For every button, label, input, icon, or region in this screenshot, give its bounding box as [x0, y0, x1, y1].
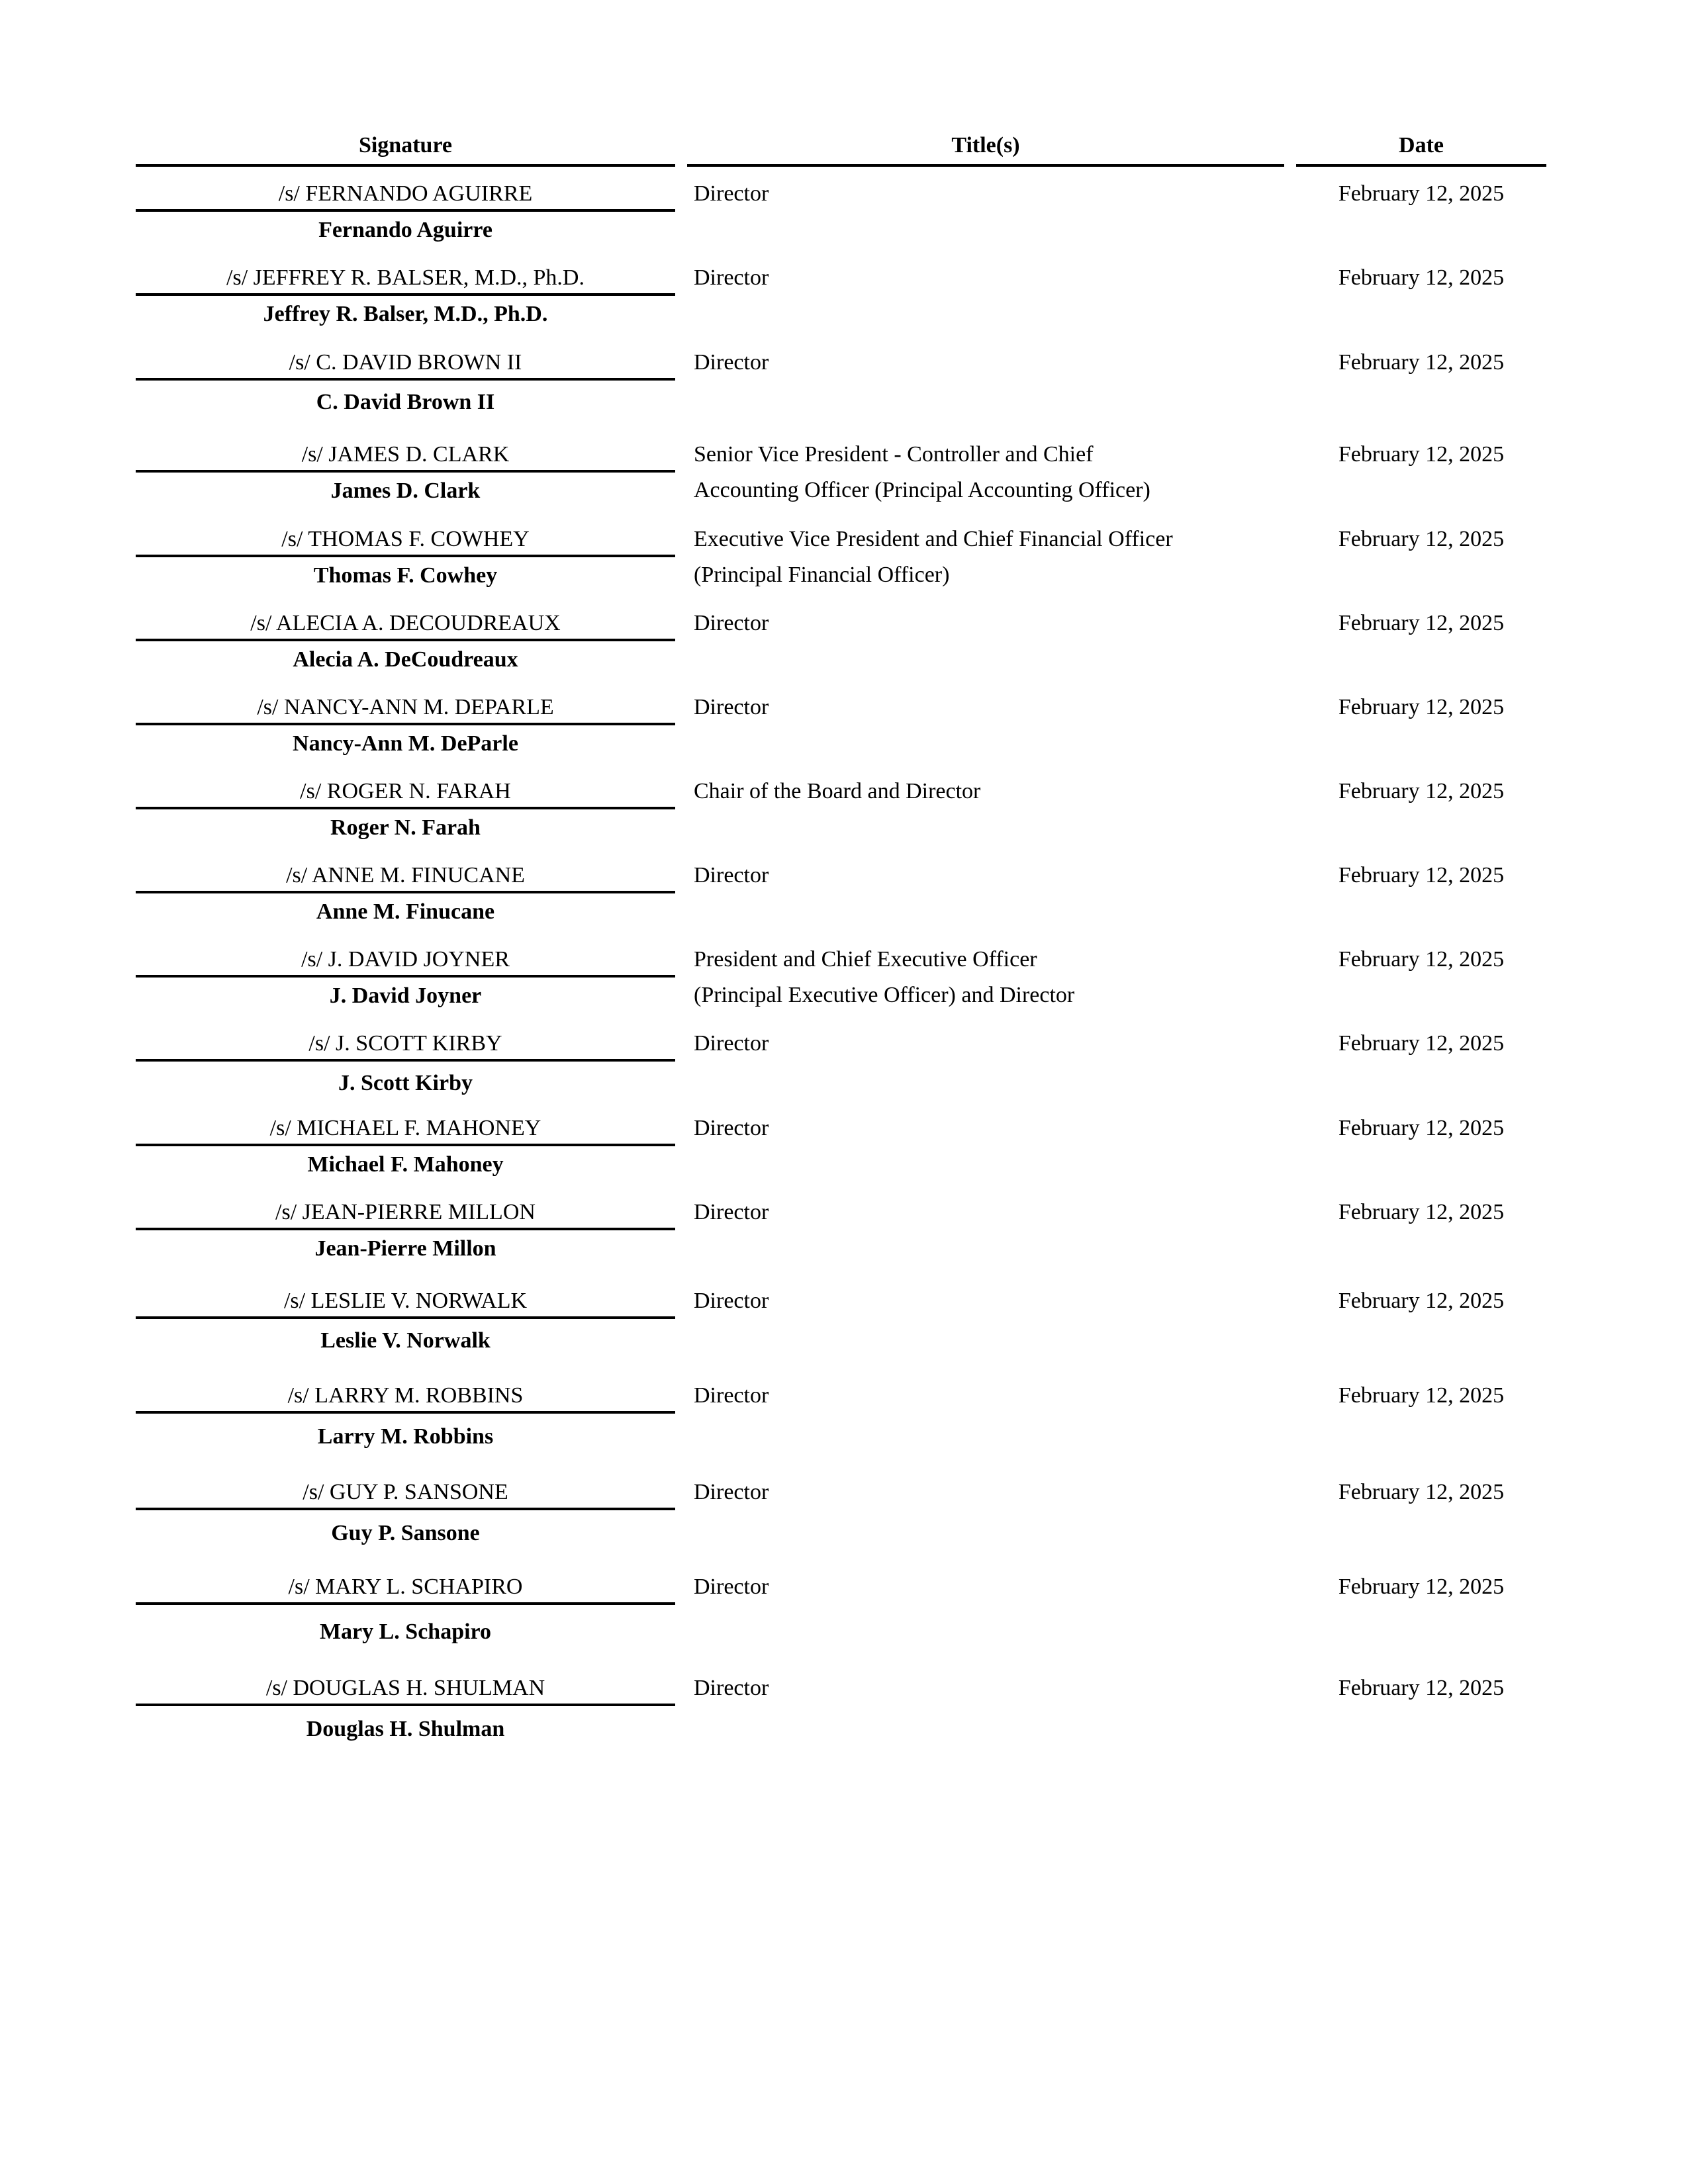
- signature-line: /s/ ROGER N. FARAH: [136, 776, 675, 809]
- signature-date: February 12, 2025: [1338, 1289, 1505, 1313]
- signature-line: /s/ MARY L. SCHAPIRO: [136, 1572, 675, 1605]
- signature-date: February 12, 2025: [1338, 1383, 1505, 1408]
- signer-title: Director: [694, 1383, 769, 1408]
- signer-title: Director: [694, 181, 769, 206]
- signer-title: Director: [694, 1031, 769, 1056]
- signer-name: Nancy-Ann M. DeParle: [293, 731, 518, 756]
- signer-name: Mary L. Schapiro: [319, 1619, 492, 1644]
- signer-title: Director: [694, 1480, 769, 1504]
- signature-line: /s/ DOUGLAS H. SHULMAN: [136, 1673, 675, 1706]
- signer-title: Director: [694, 695, 769, 719]
- signer-name: James D. Clark: [330, 478, 481, 503]
- signature-line: /s/ LARRY M. ROBBINS: [136, 1381, 675, 1414]
- signature-line: /s/ NANCY-ANN M. DEPARLE: [136, 692, 675, 725]
- signer-title: Director: [694, 1200, 769, 1224]
- signer-name: Larry M. Robbins: [317, 1424, 494, 1449]
- signer-name: Fernando Aguirre: [318, 218, 492, 242]
- signature-line: /s/ JAMES D. CLARK: [136, 439, 675, 473]
- signature-date: February 12, 2025: [1338, 1116, 1505, 1140]
- signature-date: February 12, 2025: [1338, 181, 1505, 206]
- signature-line: /s/ THOMAS F. COWHEY: [136, 524, 675, 557]
- signature-date: February 12, 2025: [1338, 265, 1505, 290]
- signature-date: February 12, 2025: [1338, 695, 1505, 719]
- signer-name: J. David Joyner: [329, 983, 482, 1008]
- signer-title: President and Chief Executive Officer: [694, 947, 1037, 972]
- column-header-signature: Signature: [136, 130, 675, 167]
- signer-name: Roger N. Farah: [330, 815, 481, 840]
- signer-title-continued: (Principal Financial Officer): [694, 563, 950, 587]
- signature-line: /s/ J. SCOTT KIRBY: [136, 1028, 675, 1062]
- signer-title: Director: [694, 1574, 769, 1599]
- signer-title: Chair of the Board and Director: [694, 779, 981, 803]
- signature-line: /s/ LESLIE V. NORWALK: [136, 1286, 675, 1319]
- signer-name: Jeffrey R. Balser, M.D., Ph.D.: [263, 302, 548, 326]
- signer-name: Jean-Pierre Millon: [314, 1236, 496, 1261]
- signature-line: /s/ MICHAEL F. MAHONEY: [136, 1113, 675, 1146]
- signature-date: February 12, 2025: [1338, 442, 1505, 467]
- signer-name: C. David Brown II: [316, 390, 495, 414]
- signature-date: February 12, 2025: [1338, 350, 1505, 375]
- signature-line: /s/ GUY P. SANSONE: [136, 1477, 675, 1510]
- signer-title: Senior Vice President - Controller and Chief: [694, 442, 1094, 467]
- signer-title: Director: [694, 863, 769, 887]
- signer-title: Director: [694, 611, 769, 635]
- signer-name: Alecia A. DeCoudreaux: [293, 647, 518, 672]
- signer-title: Director: [694, 1116, 769, 1140]
- signer-name: Douglas H. Shulman: [306, 1717, 505, 1741]
- signature-date: February 12, 2025: [1338, 1480, 1505, 1504]
- signature-line: /s/ FERNANDO AGUIRRE: [136, 179, 675, 212]
- signature-line: /s/ ALECIA A. DECOUDREAUX: [136, 608, 675, 641]
- signer-title: Director: [694, 1676, 769, 1700]
- signature-date: February 12, 2025: [1338, 1200, 1505, 1224]
- signer-name: Guy P. Sansone: [331, 1521, 480, 1545]
- signer-title-continued: (Principal Executive Officer) and Director: [694, 983, 1075, 1007]
- signature-date: February 12, 2025: [1338, 863, 1505, 887]
- signature-date: February 12, 2025: [1338, 779, 1505, 803]
- signer-title: Director: [694, 1289, 769, 1313]
- signer-title: Director: [694, 350, 769, 375]
- signature-line: /s/ JEAN-PIERRE MILLON: [136, 1197, 675, 1230]
- signature-date: February 12, 2025: [1338, 527, 1505, 551]
- signer-name: Michael F. Mahoney: [307, 1152, 504, 1177]
- signature-date: February 12, 2025: [1338, 1676, 1505, 1700]
- signer-name: J. Scott Kirby: [338, 1071, 473, 1095]
- signer-title: Executive Vice President and Chief Financial Officer: [694, 527, 1173, 551]
- column-header-titles: Title(s): [687, 130, 1284, 167]
- signature-line: /s/ ANNE M. FINUCANE: [136, 860, 675, 893]
- signer-name: Leslie V. Norwalk: [320, 1328, 491, 1353]
- signature-date: February 12, 2025: [1338, 1574, 1505, 1599]
- signature-date: February 12, 2025: [1338, 1031, 1505, 1056]
- signer-name: Thomas F. Cowhey: [313, 563, 498, 588]
- signer-title-continued: Accounting Officer (Principal Accounting Officer): [694, 478, 1150, 502]
- signer-name: Anne M. Finucane: [316, 899, 495, 924]
- column-header-date: Date: [1296, 130, 1546, 167]
- signature-date: February 12, 2025: [1338, 947, 1505, 972]
- signer-title: Director: [694, 265, 769, 290]
- signature-line: /s/ JEFFREY R. BALSER, M.D., Ph.D.: [136, 263, 675, 296]
- signature-date: February 12, 2025: [1338, 611, 1505, 635]
- signature-line: /s/ J. DAVID JOYNER: [136, 944, 675, 978]
- signature-line: /s/ C. DAVID BROWN II: [136, 347, 675, 381]
